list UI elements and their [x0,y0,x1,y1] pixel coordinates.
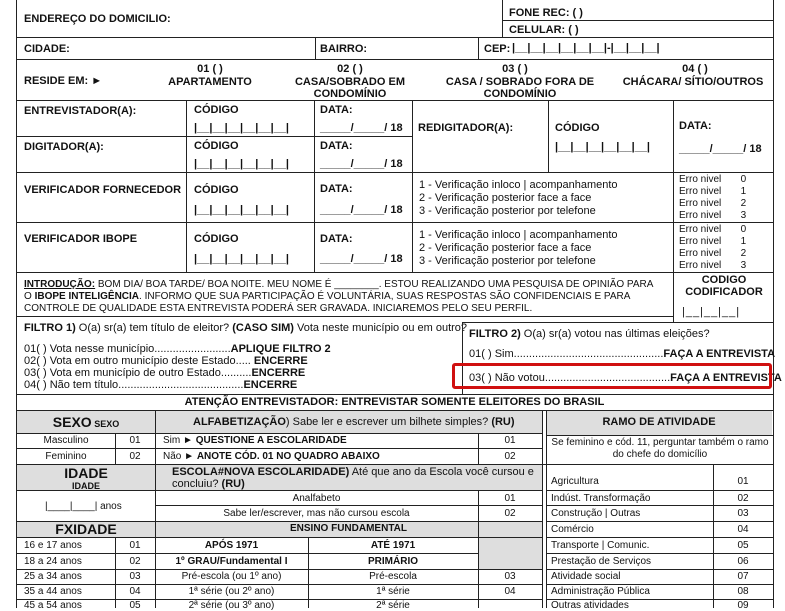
verif-forn-data-label: DATA: [320,183,353,195]
filtro1-code-02[interactable]: 02( ) [24,355,47,367]
idade-boxes[interactable]: |____|____| anos [45,501,122,512]
verif-ibope-option-3[interactable]: 3 - Verificação posterior por telefone [419,255,596,267]
verif-ibope-codigo-label: CÓDIGO [194,233,239,245]
verif-forn-erro-3[interactable]: Erro nivel 3 [679,210,747,221]
digitador-codigo-label: CÓDIGO [194,140,239,152]
verificador-fornecedor-label: VERIFICADOR FORNECEDOR [24,184,182,196]
alfabetizacao-title [193,416,515,428]
filtro1-action-04: ENCERRE [243,379,298,391]
intro-line-3: CONTROLE DE QUALIDADE ESTA ENTREVISTA PODERÁ SER GRAVADA. INICIAREMOS PELO SEU PERFIL. [24,303,533,314]
verificador-ibope-label: VERIFICADOR IBOPE [24,233,138,245]
fxidade-row-04[interactable]: 35 a 44 anos [24,586,82,597]
verif-ibope-erro-2[interactable]: Erro nivel 2 [679,248,747,259]
ramo-code-05[interactable]: 05 [737,540,749,551]
redigitador-data-label: DATA: [679,120,712,132]
escol-analfabeto[interactable]: Analfabeto [292,493,341,504]
reside-option-01: APARTAMENTO [168,76,252,88]
fxidade-code-01[interactable]: 01 [129,540,141,551]
sexo-title-sub: SEXO [91,419,120,429]
redigitador-codigo-label: CÓDIGO [555,122,600,134]
filtro2-action-01: FAÇA A ENTREVISTA [663,348,776,360]
digitador-data-label: DATA: [320,140,353,152]
filtro1-option-01[interactable] [24,343,331,355]
col-apos-sub: 1º GRAU/Fundamental I [175,556,288,567]
endereco-label: ENDEREÇO DO DOMICILIO: [24,13,171,25]
cep-label: CEP: [484,43,511,55]
intro-ibope: IBOPE INTELIGÊNCIA [34,291,140,302]
escol-grid-b-05[interactable]: 2ª série [376,600,410,611]
sexo-code-01[interactable]: 01 [129,435,141,446]
intro-line-1 [24,279,653,290]
alfab-ru: (RU) [491,416,515,428]
ramo-row-09[interactable]: Outras atividades [551,600,629,611]
verif-forn-option-2[interactable]: 2 - Verificação posterior face a face [419,192,592,204]
verif-forn-option-1[interactable]: 1 - Verificação inloco | acompanhamento [419,179,618,191]
filtro1-option-04[interactable] [24,379,297,391]
fxidade-row-03[interactable]: 25 a 34 anos [24,571,82,582]
verif-ibope-data-field[interactable]: _____/_____/ 18 [320,253,403,265]
sexo-masculino[interactable]: Masculino [43,435,89,446]
ensino-fundamental-header: ENSINO FUNDAMENTAL [289,523,408,534]
filtro2-option-01[interactable] [469,348,775,360]
filtro1-text: O(a) sr(a) tem título de eleitor? [75,322,233,334]
cep-boxes[interactable]: |__|__|__|__|__|__|-|__|__|__| [512,42,660,54]
alfab-title-main: ALFABETIZAÇÃO [193,416,286,428]
intro-line-2 [24,291,630,302]
verif-forn-erro-1[interactable]: Erro nivel 1 [679,186,747,197]
alfab-sim[interactable] [163,435,347,446]
filtro2-code-03[interactable]: 03( ) [469,372,492,384]
sexo-title-main: SEXO [52,414,92,430]
intro-label: INTRODUÇÃO: [24,279,96,290]
fxidade-title: FXIDADE [55,521,117,537]
verif-forn-codigo-label: CÓDIGO [194,184,239,196]
col-ate-sub: PRIMÁRIO [368,556,418,567]
intro-text-1: BOM DIA/ BOA TARDE/ BOA NOITE. MEU NOME É ________. ESTOU REALIZANDO UMA PESQUISA DE OPINIÃO PARA [95,279,654,290]
escol-code-03[interactable]: 03 [504,571,516,582]
ramo-code-09[interactable]: 09 [737,600,749,611]
escol-grid-a-03[interactable]: Pré-escola (ou 1º ano) [181,571,282,582]
atencao-banner: ATENÇÃO ENTREVISTADOR: ENTREVISTAR SOMENTE ELEITORES DO BRASIL [184,396,605,408]
fxidade-code-02[interactable]: 02 [129,556,141,567]
entrevistador-codigo-label: CÓDIGO [194,104,239,116]
alfab-nao[interactable] [163,451,380,462]
escol-code-04[interactable]: 04 [504,586,516,597]
escolaridade-title [172,466,537,490]
ramo-code-01[interactable]: 01 [737,476,749,487]
digitador-codigo-boxes[interactable]: |__|__|__|__|__|__| [194,158,289,170]
alfab-nao-pre: Não ► [163,451,197,462]
filtro1-question [24,322,467,334]
escol-ru: (RU) [221,478,245,490]
verif-forn-erro-0[interactable]: Erro nivel 0 [679,174,747,185]
col-apos-1971: APÓS 1971 [204,540,259,551]
digitador-data-field[interactable]: _____/_____/ 18 [320,158,403,170]
escol-code-01[interactable]: 01 [504,493,516,504]
entrevistador-label: ENTREVISTADOR(A): [24,105,137,117]
reside-code-01[interactable]: 01 ( ) [197,63,223,75]
filtro1-action-03: ENCERRE [251,367,306,379]
sexo-title [17,414,155,432]
alfab-code-01[interactable]: 01 [504,435,516,446]
fone-rec-field[interactable]: FONE REC: ( ) [509,7,583,19]
alfab-sim-text: QUESTIONE A ESCOLARIDADE [195,435,347,446]
ramo-row-05[interactable]: Transporte | Comunic. [551,540,650,551]
filtro1-code-03[interactable]: 03( ) [24,367,47,379]
reside-code-02[interactable]: 02 ( ) [337,63,363,75]
filtro1-action-02: ENCERRE [253,355,308,367]
ramo-row-06[interactable]: Prestação de Serviços [551,556,652,567]
escol-sem-escola[interactable]: Sabe ler/escrever, mas não cursou escola [223,508,410,519]
reside-code-04[interactable]: 04 ( ) [682,63,708,75]
col-ate-1971: ATÉ 1971 [370,540,416,551]
ramo-code-06[interactable]: 06 [737,556,749,567]
filtro1-text-2: Vota neste município ou em outro? [293,322,468,334]
intro-text-2c: . INFORMO QUE SUA PARTICIPAÇÃO É VOLUNTÁRIA, SUAS RESPOSTAS SÃO CONFIDENCIAIS E PARA [139,291,631,302]
ramo-code-03[interactable]: 03 [737,508,749,519]
codificador-boxes[interactable]: |__|__|__| [682,306,741,318]
fxidade-row-01[interactable]: 16 e 17 anos [24,540,82,551]
filtro1-text-04: Não tem título......................................... [49,379,244,391]
ramo-row-03[interactable]: Construção | Outras [551,508,641,519]
sexo-code-02[interactable]: 02 [129,451,141,462]
escol-code-02[interactable]: 02 [504,508,516,519]
ramo-code-08[interactable]: 08 [737,586,749,597]
redigitador-codigo-boxes[interactable]: |__|__|__|__|__|__| [555,141,650,153]
filtro2-label: FILTRO 2) [469,328,521,340]
entrevistador-data-field[interactable]: _____/_____/ 18 [320,122,403,134]
verif-ibope-data-label: DATA: [320,233,353,245]
ramo-row-01[interactable]: Agricultura [551,476,599,487]
filtro1-code-04[interactable]: 04( ) [24,379,47,391]
verif-ibope-option-2[interactable]: 2 - Verificação posterior face a face [419,242,592,254]
ramo-code-07[interactable]: 07 [737,571,749,582]
digitador-label: DIGITADOR(A): [24,141,104,153]
filtro1-text-02: Vota em outro município deste Estado..... [49,355,251,367]
fxidade-row-05[interactable]: 45 a 54 anos [24,600,82,611]
cidade-label: CIDADE: [24,43,70,55]
ramo-code-02[interactable]: 02 [737,493,749,504]
filtro2-question [469,328,710,340]
escol-grid-b-04[interactable]: 1ª série [376,586,410,597]
alfab-sim-pre: Sim ► [163,435,196,446]
filtro1-label: FILTRO 1) [24,322,76,334]
filtro2-text-03: Não votou......................................... [494,372,671,384]
bairro-label: BAIRRO: [320,43,368,55]
ramo-note: Se feminino e cód. 11, perguntar também o ramo do chefe do domicílio [551,437,769,460]
intro-text-2a: O [24,291,35,302]
ramo-code-04[interactable]: 04 [737,524,749,535]
verif-ibope-option-1[interactable]: 1 - Verificação inloco | acompanhamento [419,229,618,241]
verif-forn-data-field[interactable]: _____/_____/ 18 [320,204,403,216]
escol-grid-b-03[interactable]: Pré-escola [369,571,417,582]
filtro2-code-01[interactable]: 01( ) [469,348,492,360]
reside-code-03[interactable]: 03 ( ) [502,63,528,75]
filtro1-code-01[interactable]: 01( ) [24,343,47,355]
celular-field[interactable]: CELULAR: ( ) [509,24,579,36]
reside-option-04: CHÁCARA/ SÍTIO/OUTROS [622,76,764,88]
filtro1-option-02[interactable] [24,355,308,367]
reside-label: RESIDE EM: ► [24,75,103,87]
reside-option-03: CASA / SOBRADO FORA DE CONDOMÍNIO [445,76,595,100]
verif-ibope-erro-1[interactable]: Erro nivel 1 [679,236,747,247]
verif-ibope-erro-0[interactable]: Erro nivel 0 [679,224,747,235]
fxidade-code-03[interactable]: 03 [129,571,141,582]
ramo-row-08[interactable]: Administração Pública [551,586,650,597]
filtro2-action-03: FAÇA A ENTREVISTA [670,372,782,384]
alfab-code-02[interactable]: 02 [504,451,516,462]
filtro1-text-03: Vota em município de outro Estado.......... [49,367,252,379]
entrevistador-data-label: DATA: [320,104,353,116]
ramo-row-02[interactable]: Indúst. Transformação [551,493,651,504]
filtro1-action-01: APLIQUE FILTRO 2 [230,343,331,355]
escol-title-text: Até que ano da Escola você cursou e concluiu? [172,466,534,490]
idade-subtitle: IDADE [71,481,100,491]
codigo-codificador: CODIGO CODIFICADOR [685,274,763,298]
filtro2-text: O(a) sr(a) votou nas últimas eleições? [520,328,710,340]
verif-forn-option-3[interactable]: 3 - Verificação posterior por telefone [419,205,596,217]
alfab-title-text: ) Sabe ler e escrever um bilhete simples? [285,416,492,428]
fxidade-code-04[interactable]: 04 [129,586,141,597]
filtro1-option-03[interactable] [24,367,305,379]
sexo-feminino[interactable]: Feminino [45,451,87,462]
idade-title: IDADE [64,465,108,481]
escol-title-main: ESCOLA#NOVA ESCOLARIDADE) [172,466,350,478]
escol-grid-a-04[interactable]: 1ª série (ou 2º ano) [188,586,275,597]
verif-ibope-codigo-boxes[interactable]: |__|__|__|__|__|__| [194,253,289,265]
ramo-title: RAMO DE ATIVIDADE [602,416,716,428]
fxidade-code-05[interactable]: 05 [129,600,141,611]
redigitador-label: REDIGITADOR(A): [418,122,514,134]
entrevistador-codigo-boxes[interactable]: |__|__|__|__|__|__| [194,122,289,134]
verif-ibope-erro-3[interactable]: Erro nivel 3 [679,260,747,271]
fxidade-row-02[interactable]: 18 a 24 anos [24,556,82,567]
escol-grid-a-05[interactable]: 2ª série (ou 3º ano) [188,600,275,611]
ramo-row-07[interactable]: Atividade social [551,571,621,582]
redigitador-data-field[interactable]: _____/_____/ 18 [679,143,762,155]
reside-option-02: CASA/SOBRADO EM CONDOMÍNIO [294,76,405,100]
filtro2-highlight-box [452,363,772,389]
filtro1-text-01: Vota nesse município......................... [49,343,231,355]
ramo-row-04[interactable]: Comércio [551,524,594,535]
verif-forn-codigo-boxes[interactable]: |__|__|__|__|__|__| [194,204,289,216]
filtro2-text-01: Sim................................................. [494,348,664,360]
verif-forn-erro-2[interactable]: Erro nivel 2 [679,198,747,209]
alfab-nao-text: ANOTE CÓD. 01 NO QUADRO ABAIXO [196,451,380,462]
filtro1-caso-sim: (CASO SIM) [232,322,294,334]
